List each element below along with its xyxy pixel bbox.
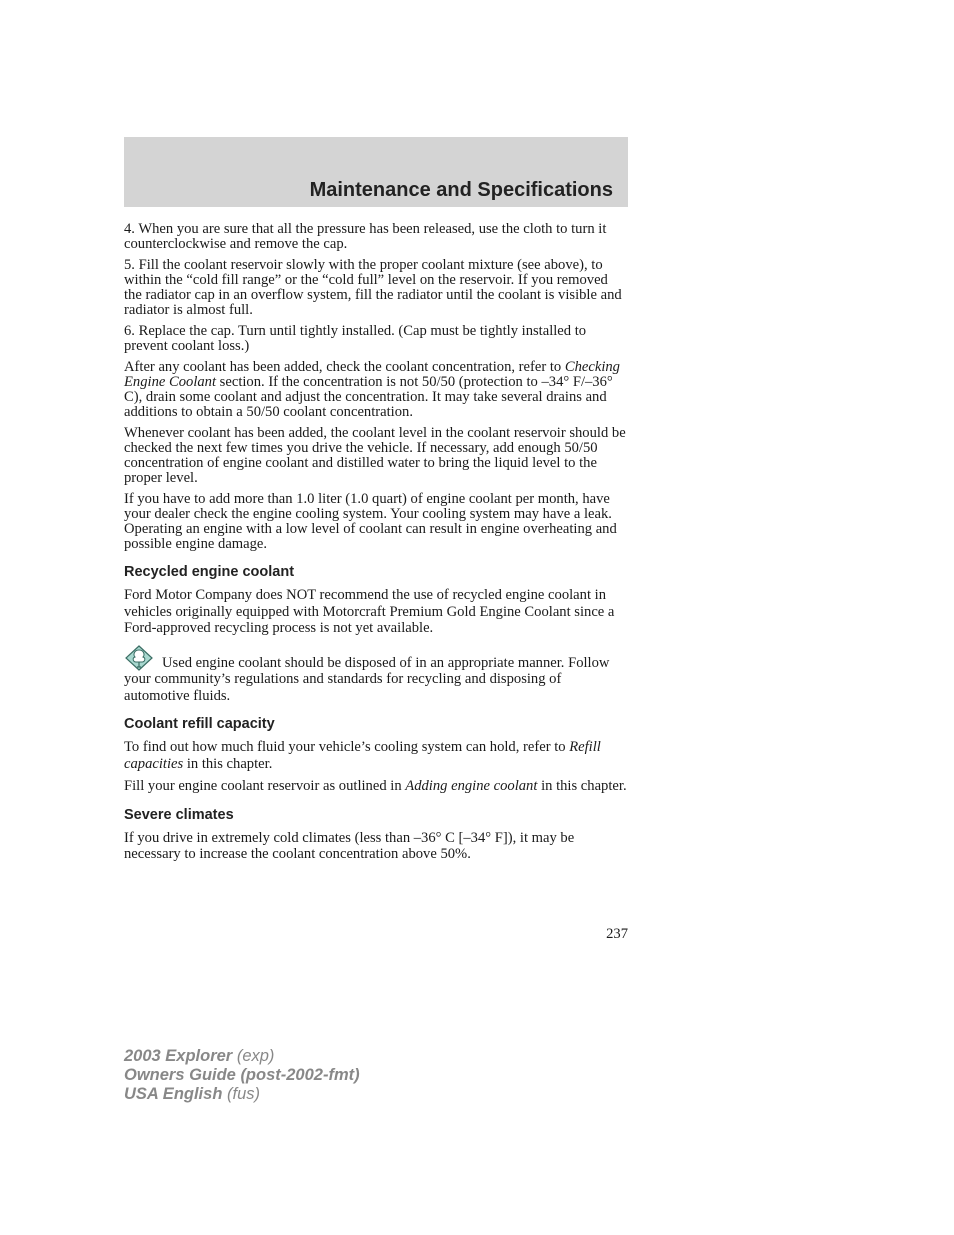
fill-reservoir-paragraph: Fill your engine coolant reservoir as outlined in Adding engine coolant in this chapter. <box>124 778 627 794</box>
step-5-paragraph: 5. Fill the coolant reservoir slowly with the proper coolant mixture (see above), to within the “cold fill range” or the “cold full” level on the reservoir. If you removed the radiator cap in an overflow system, fill the radiator until the coolant is visible and radiator is almost full. <box>124 257 622 318</box>
after-adding-paragraph: After any coolant has been added, check the coolant concentration, refer to Checking Engine Coolant section. If the concentration is not 50/50 (protection to –34° F/–36° C), drain some coolant and adjust the concentration. It may take several drains and additions to obtain a 50/50 coolant concentration. <box>124 359 620 420</box>
eco-disposal-paragraph: Used engine coolant should be disposed of in an appropriate manner. Follow your community’s regulations and standards for recycling and disposing of automotive fluids. <box>124 645 628 705</box>
recycled-coolant-paragraph: Ford Motor Company does NOT recommend the use of recycled engine coolant in vehicles originally equipped with Motorcraft Premium Gold Engine Coolant since a Ford-approved recycling process is not yet available. <box>124 587 615 636</box>
step-6-paragraph: 6. Replace the cap. Turn until tightly installed. (Cap must be tightly installed to prevent coolant loss.) <box>124 323 587 354</box>
footer-line-vehicle: 2003 Explorer (exp) <box>124 1047 275 1065</box>
footer-line-language: USA English (fus) <box>124 1085 260 1103</box>
adding-engine-coolant-reference: Adding engine coolant <box>405 778 538 794</box>
eco-tree-icon <box>124 645 154 671</box>
section-header-band <box>124 137 628 207</box>
page-number: 237 <box>606 926 628 942</box>
whenever-paragraph: Whenever coolant has been added, the coolant level in the coolant reservoir should be checked the next few times you drive the vehicle. If necessary, add enough 50/50 concentration of engine coolant and distilled water to bring the liquid level to the proper level. <box>124 425 626 486</box>
section-title: Maintenance and Specifications <box>309 179 613 201</box>
recycled-coolant-heading: Recycled engine coolant <box>124 564 295 580</box>
refill-capacity-paragraph: To find out how much fluid your vehicle’s cooling system can hold, refer to Refill capacities in this chapter. <box>124 739 601 772</box>
severe-climates-heading: Severe climates <box>124 806 234 823</box>
document-footer <box>124 1047 360 1104</box>
add-more-paragraph: If you have to add more than 1.0 liter (1.0 quart) of engine coolant per month, have your dealer check the engine cooling system. Your cooling system may have a leak. Operating an engine with a low level of coolant can result in engine overheating and possible engine damage. <box>124 491 617 552</box>
step-4-paragraph: 4. When you are sure that all the pressure has been released, use the cloth to turn it counterclockwise and remove the cap. <box>124 221 607 252</box>
page-content <box>124 222 628 869</box>
refill-capacities-reference: Refill capacities <box>124 739 601 772</box>
checking-engine-coolant-reference: Checking Engine Coolant <box>124 359 620 390</box>
footer-line-guide: Owners Guide (post-2002-fmt) <box>124 1066 360 1084</box>
refill-capacity-heading: Coolant refill capacity <box>124 716 275 732</box>
severe-climates-paragraph: If you drive in extremely cold climates (less than –36° C [–34° F]), it may be necessary to increase the coolant concentration above 50%. <box>124 829 575 862</box>
